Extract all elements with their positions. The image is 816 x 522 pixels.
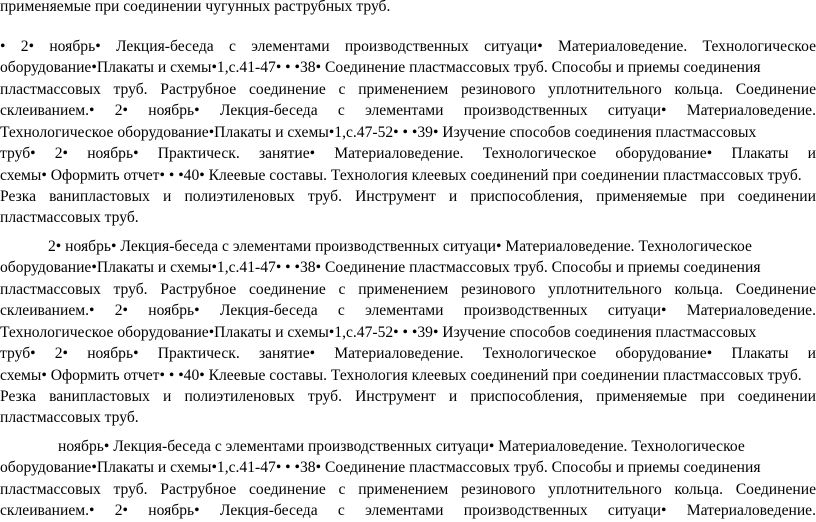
text-line: Технологическое оборудование•Плакаты и схемы•1,с.47-52• • •39• Изучение способов соединения пластмассовых — [0, 124, 757, 141]
text-line: труб• 2• ноябрь• Практическ. занятие• Материаловедение. Технологическое оборудование• Плакаты и — [0, 345, 816, 362]
text-line: • 2• ноябрь• Лекция-беседа с элементами производственных ситуаци• Материаловедение. Технологическое — [0, 38, 816, 55]
text-line: оборудование•Плакаты и схемы•1,с.41-47• • •38• Соединение пластмассовых труб. Способы и приемы соединения — [0, 59, 761, 76]
text-line: 2• ноябрь• Лекция-беседа с элементами производственных ситуаци• Материаловедение. Технологическое — [48, 238, 752, 255]
text-line: склеиванием.• 2• ноябрь• Лекция-беседа с элементами производственных ситуаци• Материаловедение. — [0, 502, 816, 519]
text-line: пластмассовых труб. — [0, 209, 139, 226]
text-line: схемы• Оформить отчет• • •40• Клеевые составы. Технология клеевых соединений при соединении пластмассовых труб. — [0, 167, 802, 184]
text-line: склеиванием.• 2• ноябрь• Лекция-беседа с элементами производственных ситуаци• Материаловедение. — [0, 302, 816, 319]
text-line: оборудование•Плакаты и схемы•1,с.41-47• • •38• Соединение пластмассовых труб. Способы и приемы соединения — [0, 459, 761, 476]
text-line: оборудование•Плакаты и схемы•1,с.41-47• • •38• Соединение пластмассовых труб. Способы и приемы соединения — [0, 259, 761, 276]
text-line: Технологическое оборудование•Плакаты и схемы•1,с.47-52• • •39• Изучение способов соединения пластмассовых — [0, 324, 757, 341]
text-line: ноябрь• Лекция-беседа с элементами производственных ситуаци• Материаловедение. Технологическое — [58, 438, 745, 455]
text-line: пластмассовых труб. — [0, 409, 139, 426]
text-line: применяемые при соединении чугунных раструбных труб. — [0, 0, 391, 15]
text-line: склеиванием.• 2• ноябрь• Лекция-беседа с элементами производственных ситуаци• Материаловедение. — [0, 102, 816, 119]
text-line: пластмассовых труб. Раструбное соединение с применением резинового уплотнительного кольца. Соединение — [0, 281, 816, 298]
text-line: схемы• Оформить отчет• • •40• Клеевые составы. Технология клеевых соединений при соединении пластмассовых труб. — [0, 367, 802, 384]
text-line: Резка ванипластовых и полиэтиленовых труб. Инструмент и приспособления, применяемые при соединении — [0, 188, 816, 205]
text-line: пластмассовых труб. Раструбное соединение с применением резинового уплотнительного кольца. Соединение — [0, 481, 816, 498]
text-line: труб• 2• ноябрь• Практическ. занятие• Материаловедение. Технологическое оборудование• Плакаты и — [0, 145, 816, 162]
text-line: Резка ванипластовых и полиэтиленовых труб. Инструмент и приспособления, применяемые при соединении — [0, 388, 816, 405]
text-line: пластмассовых труб. Раструбное соединение с применением резинового уплотнительного кольца. Соединение — [0, 81, 816, 98]
